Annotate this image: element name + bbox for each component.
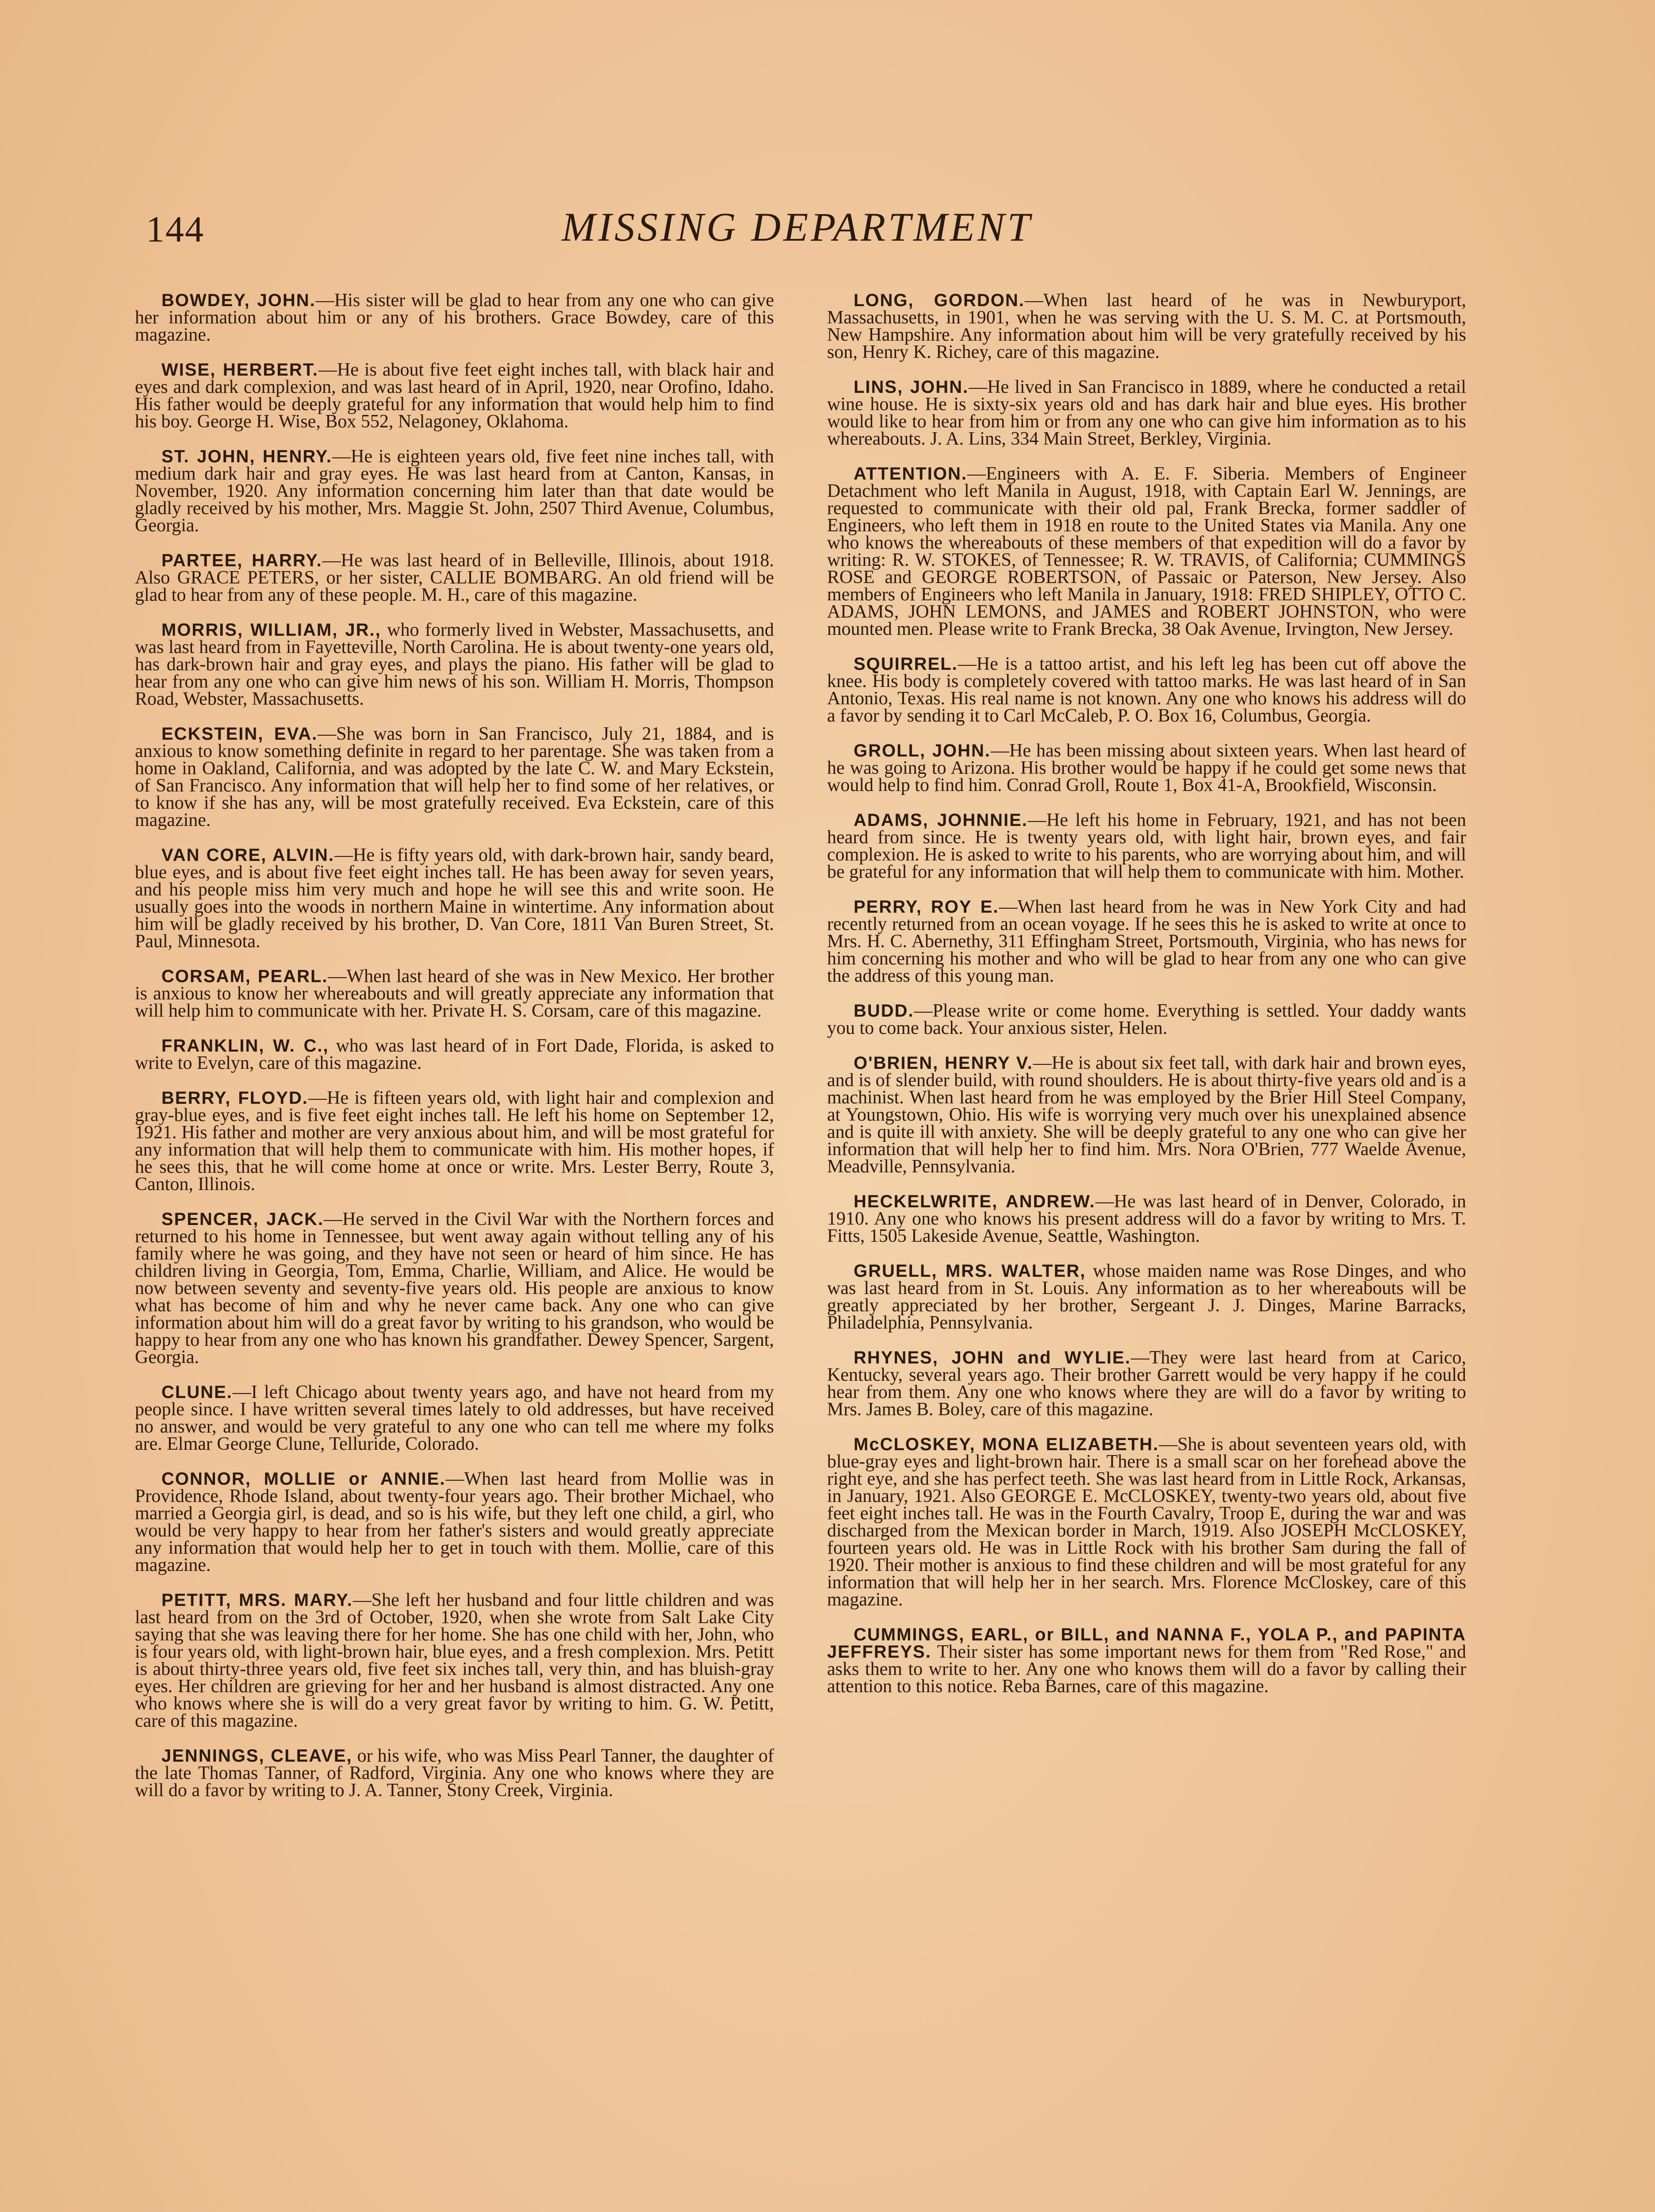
notice-name: BUDD.: [854, 1001, 914, 1021]
right-column: [827, 292, 1466, 1713]
notice-name: SPENCER, JACK.: [161, 1210, 324, 1229]
notice-text: —Engineers with A. E. F. Siberia. Members of Engineer Detachment who left Manila in August, 1918, with Captain Earl W. Jennings, are requested to communicate with their old pal, Frank Brecka, former saddler of Engineers, who left them in 1918 en route to the United States via Manila. Any one who knows the whereabouts of these members of that expedition will do a favor by writing: R. W. STOKES, of Tennessee; R. W. TRAVIS, of California; CUMMINGS ROSE and GEORGE ROBERTSON, of Passaic or Paterson, New Jersey. Also members of Engineers who left Manila in January, 1918: FRED SHIPLEY, OTTO C. ADAMS, JOHN LEMONS, and JAMES and ROBERT JOHNSTON, who were mounted men. Please write to Frank Brecka, 38 Oak Avenue, Irvington, New Jersey.: [827, 464, 1466, 639]
notice-name: ATTENTION.: [854, 464, 968, 484]
missing-notice: [827, 1193, 1466, 1245]
missing-notice: [827, 292, 1466, 361]
missing-notice: [135, 726, 774, 829]
notice-text: —He was last heard of in Denver, Colorado, in 1910. Any one who knows his present address will do a favor by writing to Mrs. T. Fitts, 1505 Lakeside Avenue, Seattle, Washington.: [827, 1191, 1467, 1246]
notice-name: PETITT, MRS. MARY.: [161, 1590, 353, 1610]
missing-notice: [827, 1626, 1466, 1695]
notice-name: GRUELL, MRS. WALTER,: [854, 1261, 1086, 1281]
notice-text: —Please write or come home. Everything is settled. Your daddy wants you to come back. Your anxious sister, Helen.: [827, 1001, 1466, 1038]
notice-text: —He is about five feet eight inches tall, with black hair and eyes and dark complexion, and was last heard of in April, 1920, near Orofino, Idaho. His father would be deeply grateful for any information that would help him to find his boy. George H. Wise, Box 552, Nelagoney, Oklahoma.: [135, 360, 774, 432]
missing-notice: [135, 448, 774, 534]
notice-name: JENNINGS, CLEAVE,: [161, 1746, 352, 1766]
notice-text: or his wife, who was Miss Pearl Tanner, the daughter of the late Thomas Tanner, of Radford, Virginia. Any one who knows where they are will do a favor by writing to J. A. Tanner, Stony Creek, Virginia.: [135, 1746, 774, 1801]
missing-notice: [827, 1055, 1466, 1175]
notice-name: SQUIRREL.: [854, 654, 958, 674]
missing-notice: [135, 361, 774, 430]
notice-text: —He was last heard of in Belleville, Illinois, about 1918. Also GRACE PETERS, or her sister, CALLIE BOMBARG. An old friend will be glad to hear from any of these people. M. H., care of this magazine.: [135, 550, 774, 605]
notice-name: ECKSTEIN, EVA.: [161, 724, 318, 744]
notice-text: —He is a tattoo artist, and his left leg has been cut off above the knee. His body is completely covered with tattoo marks. He was last heard of in San Antonio, Texas. His real name is not known. Any one who knows his address will do a favor by sending it to Carl McCaleb, P. O. Box 16, Columbus, Georgia.: [827, 654, 1466, 726]
notice-text: —She was born in San Francisco, July 21, 1884, and is anxious to know something definite in regard to her parentage. She was taken from a home in Oakland, California, and was adopted by the late C. W. and Mary Eckstein, of San Francisco. Any information that will help her to find some of her relatives, or to know if she has any, will be most gratefully received. Eva Eckstein, care of this magazine.: [135, 724, 774, 830]
notice-text: whose maiden name was Rose Dinges, and who was last heard from in St. Louis. Any information as to her whereabouts will be greatly appreciated by her brother, Sergeant J. J. Dinges, Marine Barracks, Philadelphia, Pennsylvania.: [827, 1261, 1466, 1333]
notice-name: LINS, JOHN.: [854, 377, 969, 397]
notice-text: Their sister has some important news for them from "Red Rose," and asks them to write to her. Any one who knows them will do a favor by calling their attention to this notice. Reba Barnes, care of this magazine.: [827, 1642, 1466, 1697]
notice-name: GROLL, JOHN.: [854, 741, 991, 760]
notice-name: PERRY, ROY E.: [854, 897, 999, 917]
notice-text: —I left Chicago about twenty years ago, and have not heard from my people since. I have written several times lately to old addresses, but have received no answer, and would be very grateful to any one who can tell me where my folks are. Elmar George Clune, Telluride, Colorado.: [135, 1382, 774, 1454]
missing-notice: [827, 1349, 1466, 1418]
missing-notice: [827, 1002, 1466, 1037]
missing-notice: [827, 465, 1466, 638]
notice-text: —He left his home in February, 1921, and has not been heard from since. He is twenty years old, with light hair, brown eyes, and fair complexion. He is asked to write to his parents, who are worrying about him, and will be grateful for any information that will help them to communicate with him. Mother.: [827, 810, 1466, 882]
missing-notice: [135, 1211, 774, 1366]
notice-text: —He is fifteen years old, with light hair and complexion and gray-blue eyes, and is five feet eight inches tall. He left his home on September 12, 1921. His father and mother are very anxious about him, and will be most grateful for any information that will help them to communicate with him. His mother hopes, if he sees this, that he will come home at once or write. Mrs. Lester Berry, Route 3, Canton, Illinois.: [135, 1088, 774, 1194]
notice-name: BOWDEY, JOHN.: [161, 291, 316, 310]
notice-text: —She left her husband and four little children and was last heard from on the 3rd of October, 1920, when she wrote from Salt Lake City saying that she was leaving there for her home. She has one child with her, John, who is four years old, with light-brown hair, blue eyes, and a fresh complexion. Mrs. Petitt is about thirty-three years old, five feet six inches tall, very thin, and has bluish-gray eyes. Her children are grieving for her and her husband is almost distracted. Any one who knows where she is will do a very great favor by writing to him. G. W. Petitt, care of this magazine.: [135, 1590, 774, 1731]
missing-notice: [827, 656, 1466, 725]
page-number: 144: [146, 209, 204, 250]
notice-text: —He is about six feet tall, with dark hair and brown eyes, and is of slender build, with round shoulders. He is about thirty-five years old and is a machinist. When last heard from he was employed by the Brier Hill Steel Company, at Youngstown, Ohio. His wife is worrying very much over his unexplained absence and is quite ill with anxiety. She will be deeply grateful to any one who can give her information that will help her to find him. Mrs. Nora O'Brien, 777 Waelde Avenue, Meadville, Pennsylvania.: [827, 1053, 1466, 1177]
notice-name: HECKELWRITE, ANDREW.: [854, 1192, 1096, 1211]
missing-notice: [135, 292, 774, 344]
missing-notice: [827, 812, 1466, 881]
missing-notice: [135, 1592, 774, 1730]
notice-name: CLUNE.: [161, 1382, 233, 1402]
missing-notice: [135, 1747, 774, 1799]
missing-notice: [827, 379, 1466, 448]
missing-notice: [135, 1384, 774, 1453]
notice-text: —He is eighteen years old, five feet nine inches tall, with medium dark hair and gray eyes. He was last heard from at Canton, Kansas, in November, 1920. Any information concerning him later than that date would be gladly received by his mother, Mrs. Maggie St. John, 2507 Third Avenue, Columbus, Georgia.: [135, 446, 774, 536]
notice-text: —When last heard of she was in New Mexico. Her brother is anxious to know her whereabouts and will greatly appreciate any information that will help him to communicate with her. Private H. S. Corsam, care of this magazine.: [135, 966, 774, 1021]
page-header: [146, 204, 1061, 265]
notice-name: ADAMS, JOHNNIE.: [854, 810, 1028, 830]
notice-name: BERRY, FLOYD.: [161, 1088, 308, 1108]
notice-text: —When last heard from Mollie was in Providence, Rhode Island, about twenty-four years ago. Their brother Michael, who married a Georgia girl, is dead, and so is his wife, but they left one child, a girl, who would be very happy to hear from her father's sisters and would greatly appreciate any information that would help her to get in touch with them. Mollie, care of this magazine.: [135, 1469, 774, 1575]
notice-text: —They were last heard from at Carico, Kentucky, several years ago. Their brother Garrett would be very happy if he could hear from them. Any one who knows where they are will do a favor by writing to Mrs. James B. Boley, care of this magazine.: [827, 1348, 1466, 1420]
notice-text: —He lived in San Francisco in 1889, where he conducted a retail wine house. He is sixty-six years old and has dark hair and blue eyes. His brother would like to hear from him or from any one who can give him information as to his whereabouts. J. A. Lins, 334 Main Street, Berkley, Virginia.: [827, 377, 1467, 449]
notice-name: O'BRIEN, HENRY V.: [854, 1053, 1033, 1073]
notice-name: CONNOR, MOLLIE or ANNIE.: [161, 1469, 446, 1489]
notice-text: —His sister will be glad to hear from any one who can give her information about him or any of his brothers. Grace Bowdey, care of this magazine.: [135, 290, 774, 345]
notice-text: —He served in the Civil War with the Northern forces and returned to his home in Tennessee, but went away again without telling any of his family where he was going, and they have not seen or heard of him since. He has children living in Georgia, Tom, Emma, Charlie, William, and Alice. He would be now between seventy and seventy-five years old. His people are anxious to know what has become of him and why he never came back. Any one who can give information about him will do a great favor by writing to his grandson, who would be happy to hear from any one who has known his grandfather. Dewey Spencer, Sargent, Georgia.: [135, 1209, 774, 1367]
notice-name: RHYNES, JOHN and WYLIE.: [854, 1348, 1131, 1367]
missing-notice: [827, 1263, 1466, 1332]
notice-text: —He is fifty years old, with dark-brown hair, sandy beard, blue eyes, and is about five feet eight inches tall. He has been away for seven years, and his people miss him very much and hope he will see this and write soon. He usually goes into the woods in northern Maine in wintertime. Any information about him will be gladly received by his brother, D. Van Core, 1811 Van Buren Street, St. Paul, Minnesota.: [135, 845, 774, 952]
notice-name: MORRIS, WILLIAM, JR.,: [161, 620, 381, 640]
notice-name: FRANKLIN, W. C.,: [161, 1036, 329, 1056]
missing-notice: [827, 742, 1466, 794]
missing-notice: [135, 552, 774, 604]
notice-text: —She is about seventeen years old, with blue-gray eyes and light-brown hair. There is a small scar on her forehead above the right eye, and she has perfect teeth. She was last heard from in Little Rock, Arkansas, in January, 1921. Also GEORGE E. McCLOSKEY, twenty-two years old, about five feet eight inches tall. He was in the Fourth Cavalry, Troop E, during the war and was discharged from the Mexican border in March, 1919. Also JOSEPH McCLOSKEY, fourteen years old. He was in Little Rock with his brother Sam during the fall of 1920. Their mother is anxious to find these children and will be most grateful for any information that will help her in her search. Mrs. Florence McCloskey, care of this magazine.: [827, 1434, 1466, 1610]
running-title: MISSING DEPARTMENT: [562, 204, 1033, 250]
notice-name: PARTEE, HARRY.: [161, 551, 322, 570]
notice-text: —He has been missing about sixteen years. When last heard of he was going to Arizona. His brother would be happy if he could get some news that would help to find him. Conrad Groll, Route 1, Box 41-A, Brookfield, Wisconsin.: [827, 741, 1467, 795]
notice-text: who formerly lived in Webster, Massachusetts, and was last heard from in Fayetteville, North Carolina. He is about twenty-one years old, has dark-brown hair and gray eyes, and plays the piano. His father will be glad to hear from any one who can give him news of his son. William H. Morris, Thompson Road, Webster, Massachusetts.: [135, 620, 774, 709]
notice-name: CUMMINGS, EARL, or BILL, and NANNA F., YOLA P., and PAPINTA JEFFREYS.: [827, 1625, 1466, 1662]
missing-notice: [135, 622, 774, 708]
notice-name: CORSAM, PEARL.: [161, 967, 328, 986]
missing-notice: [135, 1090, 774, 1193]
notice-name: LONG, GORDON.: [854, 291, 1025, 310]
missing-notice: [135, 847, 774, 950]
notice-text: who was last heard of in Fort Dade, Florida, is asked to write to Evelyn, care of this magazine.: [135, 1036, 774, 1073]
notice-text: —When last heard of he was in Newburyport, Massachusetts, in 1901, when he was serving with the U. S. M. C. at Portsmouth, New Hampshire. Any information about him will be very gratefully received by his son, Henry K. Richey, care of this magazine.: [827, 290, 1467, 362]
missing-notice: [135, 1037, 774, 1072]
missing-notice: [827, 1436, 1466, 1609]
notice-name: McCLOSKEY, MONA ELIZABETH.: [854, 1435, 1159, 1454]
missing-notice: [135, 968, 774, 1020]
notice-name: WISE, HERBERT.: [161, 360, 318, 380]
missing-notice: [827, 899, 1466, 985]
missing-notice: [135, 1471, 774, 1574]
notice-name: VAN CORE, ALVIN.: [161, 845, 335, 865]
notice-text: —When last heard from he was in New York City and had recently returned from an ocean voyage. If he sees this he is asked to write at once to Mrs. H. C. Abernethy, 311 Effingham Street, Portsmouth, Virginia, who has news for him concerning his mother and who will be glad to hear from any one who can give the address of this young man.: [827, 897, 1467, 986]
notice-name: ST. JOHN, HENRY.: [161, 447, 333, 466]
left-column: [135, 292, 774, 1817]
